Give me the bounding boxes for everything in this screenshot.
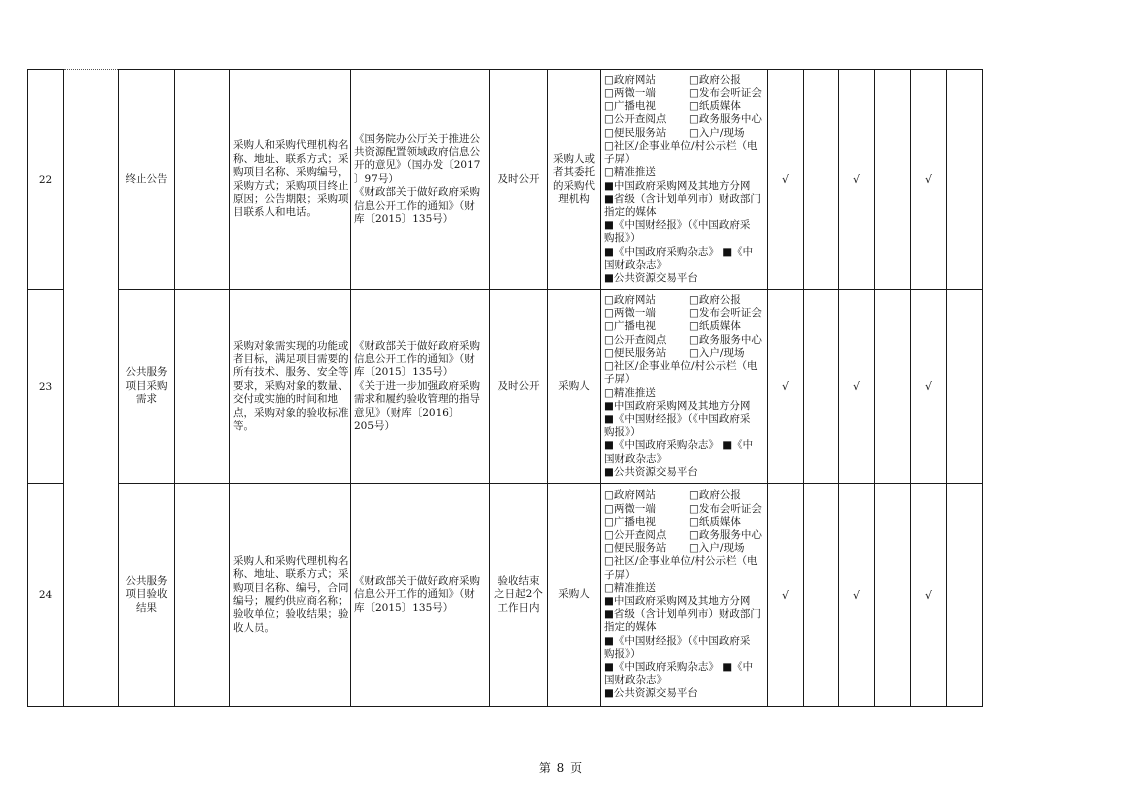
disclosure-time [490, 484, 548, 707]
disclosure-basis [351, 70, 490, 290]
channel-option: □便民服务站 [604, 126, 667, 139]
subject-line: 采购人 [558, 379, 590, 392]
channel-option: □政务服务中心 [689, 333, 762, 346]
disclosure-content [230, 290, 351, 484]
channel-line: ■公共资源交易平台 [604, 465, 698, 478]
subject-line: 采购人或 [553, 152, 595, 165]
disclosure-subject [548, 484, 601, 707]
content-line: 目联系人和电话。 [233, 206, 317, 219]
category-cell [64, 70, 119, 707]
channel-option: □发布会听证会 [689, 87, 762, 100]
channel-option-row [604, 100, 766, 113]
channel-option-row [604, 74, 766, 87]
table-body [28, 70, 983, 707]
channel-line: 国财政杂志》 [604, 452, 667, 465]
channel-option-row [604, 516, 766, 529]
disclosure-subject [548, 290, 601, 484]
table-row [28, 484, 983, 707]
content-line: 称、地址、联系方式；采 [233, 152, 349, 165]
check-mark-cell [804, 70, 839, 290]
channel-line: □精准推送 [604, 386, 656, 399]
content-line: 等。 [233, 420, 254, 433]
check-mark-cell: √ [768, 484, 804, 707]
row-number: 23 [28, 290, 64, 484]
basis-line: 《财政部关于做好政府采购 [354, 186, 480, 199]
check-mark-cell: √ [911, 484, 947, 707]
subject-line: 者其委托 [553, 166, 595, 179]
channel-option-row [604, 87, 766, 100]
channel-line: ■《中国财经报》（《中国政府采 [604, 219, 751, 232]
time-line: 验收结束 [497, 574, 540, 587]
channel-option: □纸质媒体 [689, 100, 741, 113]
channel-line: ■《中国财经报》（《中国政府采 [604, 634, 751, 647]
content-line: 交付或实施的时间和地 [233, 393, 338, 406]
channel-line: 购报》） [604, 232, 641, 245]
disclosure-content [230, 70, 351, 290]
channel-option-row [604, 347, 766, 360]
time-line: 及时公开 [497, 379, 540, 392]
channel-option-row [604, 320, 766, 333]
channel-option: □便民服务站 [604, 346, 667, 359]
basis-line: 《关于进一步加强政府采购 [354, 379, 480, 392]
channel-option: □广播电视 [604, 320, 656, 333]
item-name [119, 484, 175, 707]
channel-line: 购报》） [604, 647, 641, 660]
item-name-line: 项目采购 [125, 379, 168, 392]
channel-line: □社区/企事业单位/村公示栏（电 [604, 139, 758, 152]
sub-item-cell [175, 290, 230, 484]
item-name [119, 70, 175, 290]
disclosure-time [490, 290, 548, 484]
channel-option: □入户/现场 [689, 346, 745, 359]
channel-option: □两微一端 [604, 87, 656, 100]
disclosure-channels [601, 290, 768, 484]
check-mark-cell: √ [911, 290, 947, 484]
check-mark-cell [947, 70, 983, 290]
check-mark-cell [947, 484, 983, 707]
channel-option: □入户/现场 [689, 542, 745, 555]
channel-option: □政府公报 [689, 489, 741, 502]
page-number: 第 8 页 [538, 761, 584, 775]
content-line: 验收单位；验收结果；验 [233, 608, 349, 621]
time-line: 之日起2个 [494, 588, 543, 601]
channel-option-row [604, 294, 766, 307]
channel-option: □发布会听证会 [689, 307, 762, 320]
channel-option-row [604, 529, 766, 542]
disclosure-channels [601, 484, 768, 707]
channel-line: 指定的媒体 [604, 621, 657, 634]
basis-line: 需求和履约验收管理的指导 [354, 393, 480, 406]
item-name-line: 公共服务 [125, 366, 168, 379]
channel-line: ■中国政府采购网及其地方分网 [604, 399, 751, 412]
check-mark-cell: √ [768, 70, 804, 290]
channel-line: ■省级（含计划单列市）财政部门 [604, 608, 761, 621]
channel-line: 购报》） [604, 426, 641, 439]
channel-option: □公开查阅点 [604, 333, 667, 346]
content-line: 要求，采购对象的数量、 [233, 379, 349, 392]
disclosure-subject [548, 70, 601, 290]
channel-option: □两微一端 [604, 307, 656, 320]
channel-option-row [604, 334, 766, 347]
check-mark-cell [875, 484, 911, 707]
check-mark-cell [804, 290, 839, 484]
channel-option-row [604, 127, 766, 140]
disclosure-channels [601, 70, 768, 290]
channel-option: □纸质媒体 [689, 515, 741, 528]
channel-option: □广播电视 [604, 100, 656, 113]
channel-line: 国财政杂志》 [604, 674, 667, 687]
subject-line: 理机构 [558, 192, 590, 205]
channel-line: 国财政杂志》 [604, 258, 667, 271]
content-line: 采购方式；采购项目终止 [233, 179, 349, 192]
channel-option-row [604, 489, 766, 502]
item-name-line: 结果 [136, 601, 157, 614]
content-line: 所有技术、服务、安全等 [233, 366, 349, 379]
channel-option: □公开查阅点 [604, 528, 667, 541]
check-mark-cell [875, 290, 911, 484]
channel-line: □精准推送 [604, 166, 656, 179]
table-row [28, 70, 983, 290]
basis-line: 共资源配置领域政府信息公 [354, 145, 480, 158]
channel-line: □精准推送 [604, 581, 656, 594]
channel-option: □政府网站 [604, 294, 656, 307]
channel-line: 指定的媒体 [604, 205, 657, 218]
channel-option-row [604, 503, 766, 516]
channel-option: □政府网站 [604, 73, 656, 86]
content-line: 收人员。 [233, 621, 275, 634]
basis-line: 信息公开工作的通知》（财 [354, 588, 475, 601]
channel-option: □广播电视 [604, 515, 656, 528]
channel-line: 子屏） [604, 153, 636, 166]
channel-option: □政务服务中心 [689, 528, 762, 541]
check-mark-cell: √ [839, 290, 875, 484]
content-line: 者目标，满足项目需要的 [233, 352, 349, 365]
basis-line: 信息公开工作的通知》（财 [354, 199, 475, 212]
check-mark-cell: √ [911, 70, 947, 290]
channel-line: ■《中国财经报》（《中国政府采 [604, 412, 751, 425]
channel-option: □政务服务中心 [689, 113, 762, 126]
item-name-line: 公共服务 [125, 574, 168, 587]
time-line: 工作日内 [497, 601, 540, 614]
basis-line: 库〔2015〕135号） [354, 366, 454, 379]
disclosure-content [230, 484, 351, 707]
disclosure-basis [351, 484, 490, 707]
check-mark-cell: √ [768, 290, 804, 484]
channel-line: 子屏） [604, 373, 636, 386]
channel-line: ■中国政府采购网及其地方分网 [604, 595, 751, 607]
check-mark-cell [947, 290, 983, 484]
content-line: 称、地址、联系方式；采 [233, 568, 349, 581]
content-line: 采购对象需实现的功能或 [233, 339, 349, 352]
content-line: 购项目名称、编号，合同 [233, 581, 349, 594]
disclosure-time [490, 70, 548, 290]
basis-line: 《财政部关于做好政府采购 [354, 339, 480, 352]
item-name [119, 290, 175, 484]
channel-line: □社区/企事业单位/村公示栏（电 [604, 555, 758, 568]
channel-line: ■公共资源交易平台 [604, 271, 698, 284]
check-mark-cell [804, 484, 839, 707]
channel-line: □社区/企事业单位/村公示栏（电 [604, 360, 758, 373]
row-number: 22 [28, 70, 64, 290]
check-mark-cell [875, 70, 911, 290]
basis-line: 《财政部关于做好政府采购 [354, 574, 480, 587]
item-name-line: 终止公告 [125, 172, 168, 185]
check-mark-cell: √ [839, 70, 875, 290]
channel-line: 子屏） [604, 568, 636, 581]
content-line: 点，采购对象的验收标准 [233, 406, 349, 419]
channel-option: □公开查阅点 [604, 113, 667, 126]
basis-line: 库〔2015〕135号） [354, 213, 454, 226]
channel-option-row [604, 542, 766, 555]
basis-line: 〕97号） [354, 172, 399, 185]
channel-line: ■《中国政府采购杂志》 ■《中 [604, 439, 754, 452]
content-line: 采购人和采购代理机构名 [233, 554, 349, 567]
channel-line: ■省级（含计划单列市）财政部门 [604, 192, 761, 205]
channel-option: □纸质媒体 [689, 320, 741, 333]
basis-line: 意见》（财库〔2016〕 [354, 406, 460, 419]
basis-line: 信息公开工作的通知》（财 [354, 352, 475, 365]
check-mark-cell: √ [839, 484, 875, 707]
channel-option: □入户/现场 [689, 126, 745, 139]
channel-option: □发布会听证会 [689, 502, 762, 515]
channel-option: □政府公报 [689, 294, 741, 307]
subject-line: 采购人 [558, 588, 590, 601]
channel-option-row [604, 307, 766, 320]
sub-item-cell [175, 70, 230, 290]
channel-option: □政府网站 [604, 489, 656, 502]
content-line: 购项目名称、采购编号， [233, 166, 349, 179]
disclosure-basis [351, 290, 490, 484]
channel-line: ■《中国政府采购杂志》 ■《中 [604, 245, 754, 258]
sub-item-cell [175, 484, 230, 707]
channel-option: □便民服务站 [604, 542, 667, 555]
basis-line: 库〔2015〕135号） [354, 601, 454, 614]
content-line: 原因；公告期限；采购项 [233, 192, 349, 205]
content-line: 采购人和采购代理机构名 [233, 139, 349, 152]
channel-line: ■《中国政府采购杂志》 ■《中 [604, 661, 754, 674]
item-name-line: 需求 [136, 393, 157, 406]
channel-option: □政府公报 [689, 73, 741, 86]
item-name-line: 项目验收 [125, 588, 168, 601]
basis-line: 开的意见》（国办发〔2017 [354, 159, 481, 172]
basis-line: 205号） [354, 420, 396, 433]
table-row [28, 290, 983, 484]
subject-line: 的采购代 [553, 179, 595, 192]
row-number: 24 [28, 484, 64, 707]
content-line: 编号；履约供应商名称； [233, 595, 349, 607]
channel-line: ■公共资源交易平台 [604, 687, 698, 700]
channel-option: □两微一端 [604, 502, 656, 515]
channel-option-row [604, 113, 766, 126]
disclosure-table [27, 69, 983, 707]
basis-line: 《国务院办公厅关于推进公 [354, 132, 480, 145]
channel-line: ■中国政府采购网及其地方分网 [604, 179, 751, 192]
time-line: 及时公开 [497, 172, 540, 185]
